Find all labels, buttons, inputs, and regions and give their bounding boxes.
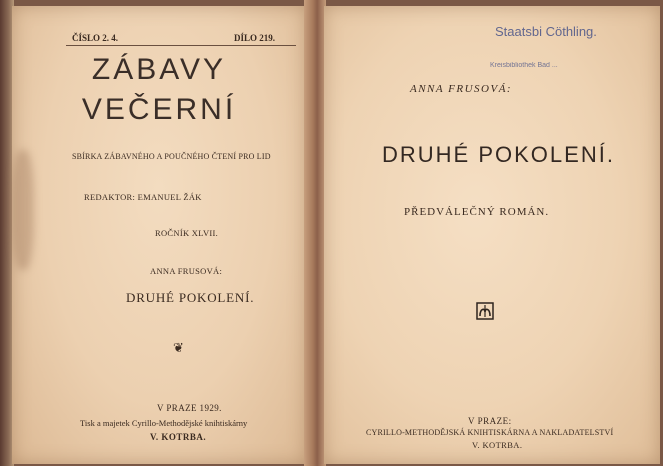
left-author: ANNA FRUSOVÁ: [150,266,223,276]
series-title-line2: VEČERNÍ [81,93,237,126]
editor-line: REDAKTOR: EMANUEL ŽÁK [84,192,202,202]
right-publisher: V. KOTRBA. [472,440,523,450]
right-page [324,6,660,464]
volume-number: DÍLO 219. [234,33,276,43]
right-printer: CYRILLO-METHODĚJSKÁ KNIHTISKÁRNA A NAKLADATELSTVÍ [366,428,614,437]
right-place: V PRAZE: [468,416,512,426]
book-gutter [304,0,326,466]
left-work-title: DRUHÉ POKOLENÍ. [126,290,255,305]
book-genre: PŘEDVÁLEČNÝ ROMÁN. [404,206,550,218]
library-stamp-line2: Kreisbibliothek Bad ... [490,62,558,69]
library-stamp-line1: Staatsbi Cöthling. [495,24,597,39]
page-stain [12,150,34,270]
issue-number: ČÍSLO 2. 4. [72,33,119,43]
left-place-year: V PRAZE 1929. [157,403,222,413]
printer-mark-icon [476,302,494,320]
ornament-icon: ❦ [173,340,184,355]
header-rule [66,45,296,46]
series-title-line1: ZÁBAVY [91,53,227,86]
left-printer: Tisk a majetek Cyrillo-Methodějské knihtiskárny [80,418,248,428]
book-title: DRUHÉ POKOLENÍ. [382,142,615,167]
left-publisher: V. KOTRBA. [150,432,207,442]
right-author: ANNA FRUSOVÁ: [410,83,513,95]
series-subtitle: SBÍRKA ZÁBAVNÉHO A POUČNÉHO ČTENÍ PRO LID [72,152,271,161]
year-volume: ROČNÍK XLVII. [155,228,219,238]
